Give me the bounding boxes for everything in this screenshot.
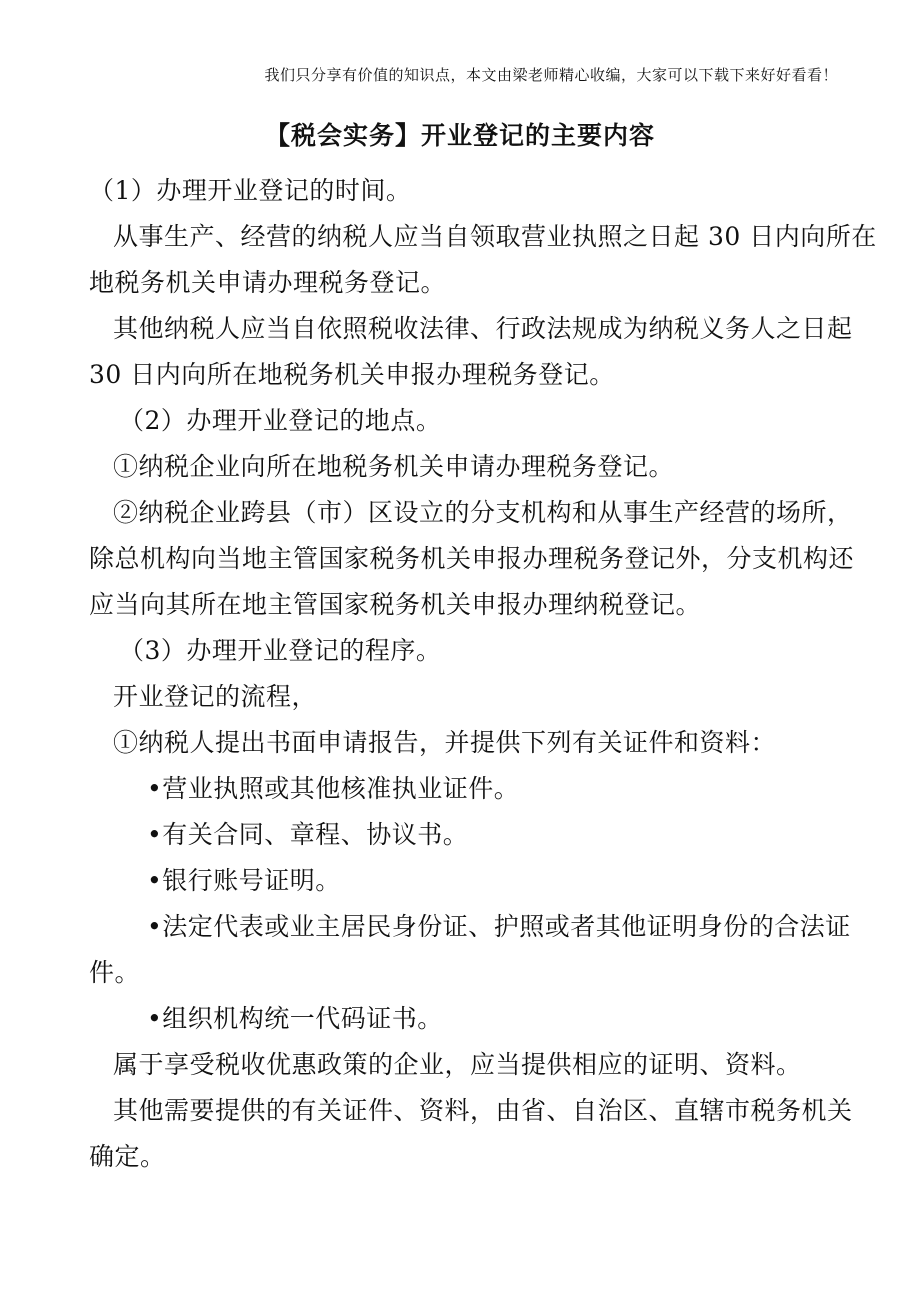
section-2-heading: （2）办理开业登记的地点。 — [119, 406, 442, 435]
bullet-item: •银行账号证明。 — [147, 866, 341, 895]
paragraph-line: 30 日内向所在地税务机关申报办理税务登记。 — [89, 360, 615, 389]
list-item: ①纳税企业向所在地税务机关申请办理税务登记。 — [113, 452, 675, 481]
bullet-item: •法定代表或业主居民身份证、护照或者其他证明身份的合法证 — [147, 912, 851, 941]
section-1-heading: （1）办理开业登记的时间。 — [89, 176, 412, 205]
section-3-heading: （3）办理开业登记的程序。 — [119, 636, 442, 665]
document-body — [89, 168, 877, 1180]
paragraph-line: 确定。 — [89, 1142, 166, 1171]
paragraph-line: 地税务机关申请办理税务登记。 — [89, 268, 447, 297]
header-note: 我们只分享有价值的知识点，本文由梁老师精心收编，大家可以下载下来好好看看！ — [264, 66, 838, 84]
document-title: 【税会实务】开业登记的主要内容 — [264, 121, 655, 150]
paragraph-line: 应当向其所在地主管国家税务机关申报办理纳税登记。 — [89, 590, 702, 619]
paragraph-line: 属于享受税收优惠政策的企业，应当提供相应的证明、资料。 — [113, 1050, 802, 1079]
paragraph-line: 除总机构向当地主管国家税务机关申报办理税务登记外，分支机构还 — [89, 544, 855, 573]
list-item: ②纳税企业跨县（市）区设立的分支机构和从事生产经营的场所， — [113, 498, 853, 527]
paragraph-line: 其他需要提供的有关证件、资料，由省、自治区、直辖市税务机关 — [113, 1096, 853, 1125]
paragraph-line: 其他纳税人应当自依照税收法律、行政法规成为纳税义务人之日起 — [113, 314, 853, 343]
bullet-item: •组织机构统一代码证书。 — [147, 1004, 443, 1033]
paragraph-line: 件。 — [89, 958, 141, 987]
paragraph-line: 开业登记的流程， — [113, 682, 318, 711]
bullet-item: •有关合同、章程、协议书。 — [147, 820, 469, 849]
paragraph-line: 从事生产、经营的纳税人应当自领取营业执照之日起 30 日内向所在 — [113, 222, 877, 251]
list-item: ①纳税人提出书面申请报告，并提供下列有关证件和资料： — [113, 728, 777, 757]
bullet-item: •营业执照或其他核准执业证件。 — [147, 774, 520, 803]
